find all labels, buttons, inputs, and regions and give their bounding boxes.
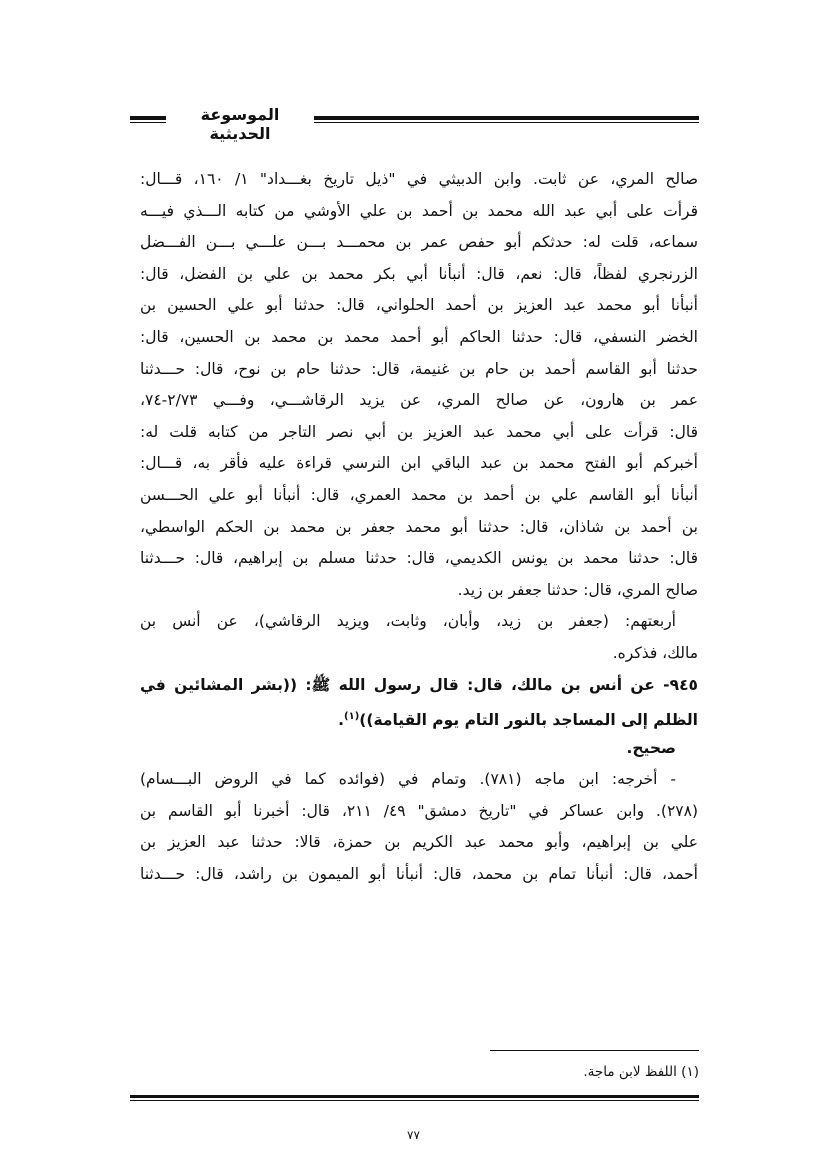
text-line: أحمد، قال: أنبأنا تمام بن محمد، قال: أنبأنا أبو الميمون بن راشد، قال: حـــدثنا xyxy=(140,865,698,884)
bottom-rule xyxy=(130,1095,699,1098)
text-line: عمر بن هارون، عن صالح المري، عن يزيد الرقاشـــي، وفـــي ٢/٧٣-٧٤، xyxy=(140,391,698,410)
text-line: قال: حدثنا محمد بن يونس الكديمي، قال: حدثنا مسلم بن إبراهيم، قال: حـــدثنا xyxy=(140,549,698,568)
page-number: ٧٧ xyxy=(407,1128,420,1142)
text-line: قال: قرأت على أبي محمد عبد العزيز بن أبي نصر التاجر من كتابه قلت له: xyxy=(140,422,698,441)
footnote-separator xyxy=(490,1050,699,1051)
text-line: صالح المري، عن ثابت. وابن الدبيثي في "ذيل تاريخ بغـــداد" ١/ ١٦٠، قـــال: xyxy=(140,170,698,188)
footnote: (١) اللفظ لابن ماجة. xyxy=(583,1064,699,1080)
text-line: الزرنجري لفظاً، قال: نعم، قال: أنبأنا أبي بكر محمد بن علي بن الفضل، قال: xyxy=(140,264,698,283)
hadith-text: الظلم إلى المساجد بالنور التام يوم القيامة)) xyxy=(359,711,698,730)
text-line: الخضر النسفي، قال: حدثنا الحاكم أبو أحمد محمد بن محمد بن الحسين، قال: xyxy=(140,327,698,346)
text-line: أربعتهم: (جعفر بن زيد، وأبان، وثابت، ويزيد الرقاشي)، عن أنس بن xyxy=(140,612,676,631)
text-line: بن أحمد بن شاذان، قال: حدثنا أبو محمد جعفر بن محمد بن الحكم الواسطي، xyxy=(140,517,698,536)
text-line: - أخرجه: ابن ماجه (٧٨١). وتمام في (فوائده كما في الروض البـــسام) xyxy=(140,770,676,789)
text-line: أنبأنا أبو القاسم علي بن أحمد بن محمد العمري، قال: أنبأنا أبو علي الحـــسن xyxy=(140,485,698,504)
text-line: أنبأنا أبو محمد عبد العزيز بن أحمد الحلواني، قال: حدثنا أبو علي الحسين بن xyxy=(140,296,698,315)
header-rule-left xyxy=(130,116,166,120)
header-title: الموسوعة الحديثية xyxy=(200,105,280,143)
body-text xyxy=(140,164,698,891)
hadith-text-line: الظلم إلى المساجد بالنور التام يوم القيامة))$^{(١)}$. xyxy=(338,711,698,730)
text-line: سماعه، قلت له: حدثكم أبو حفص عمر بن محمـــد بـــن علـــي بـــن الفـــضل xyxy=(140,233,698,252)
text-line: مالك، فذكره. xyxy=(612,643,698,662)
footnote-ref: (١) xyxy=(344,711,360,723)
text-line: قرأت على أبي عبد الله محمد بن أحمد بن علي الأوشي من كتابه الـــذي فيـــه xyxy=(140,201,698,220)
text-line: (٢٧٨). وابن عساكر في "تاريخ دمشق" ٤٩/ ٢١١، قال: أخبرنا أبو القاسم بن xyxy=(140,801,698,820)
text-line: صالح المري، قال: حدثنا جعفر بن زيد. xyxy=(457,580,698,599)
text-line: حدثنا أبو القاسم أحمد بن حام بن غنيمة، قال: حدثنا حام بن نوح، قال: حـــدثنا xyxy=(140,359,698,378)
page-header xyxy=(130,105,699,143)
grading: صحيح. xyxy=(626,738,676,757)
text-line: علي بن إبراهيم، وأبو محمد عبد الكريم بن حمزة، قالا: حدثنا عبد العزيز بن xyxy=(140,833,698,852)
text-line: أخبركم أبو الفتح محمد بن عبد الباقي ابن النرسي قراءة عليه فأقر به، قـــال: xyxy=(140,454,698,473)
header-rule-right xyxy=(314,116,699,120)
hadith-heading: ٩٤٥- عن أنس بن مالك، قال: قال رسول الله ﷺ: ((بشر المشائين في xyxy=(140,675,698,694)
